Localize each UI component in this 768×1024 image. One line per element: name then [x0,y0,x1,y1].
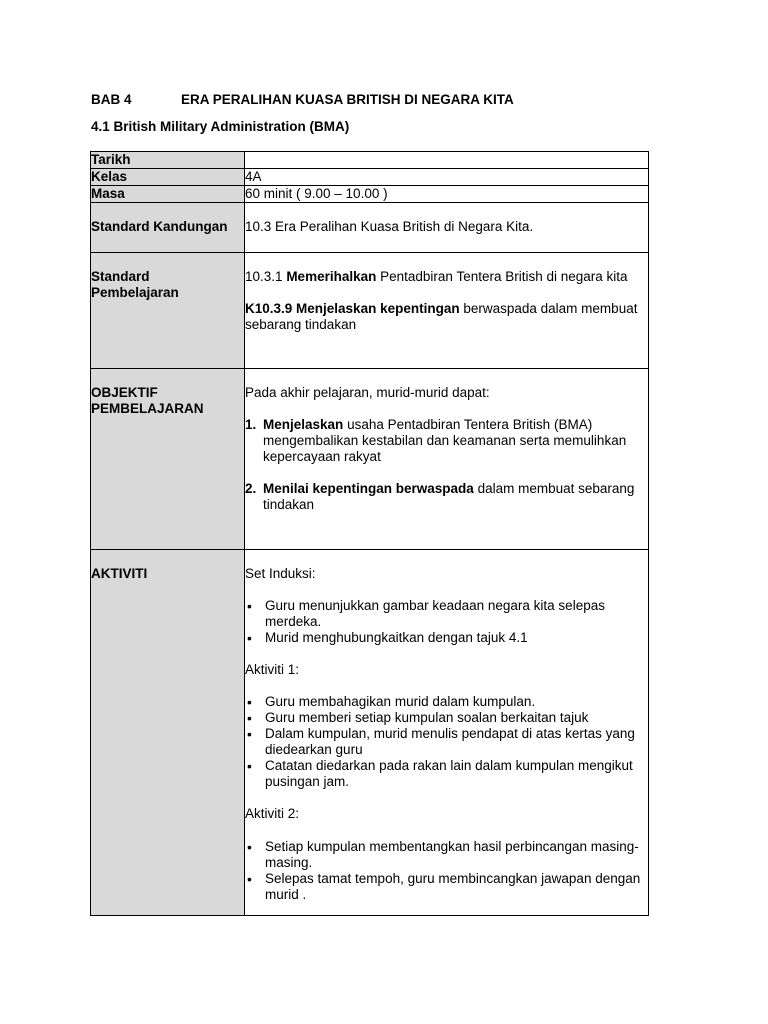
row-kelas [91,169,649,186]
row-tarikh [91,152,649,169]
standard-pembelajaran-label [91,253,245,369]
masa-value: 60 minit ( 9.00 – 10.00 ) [245,186,649,203]
objektif-list [245,417,648,513]
standard-kandungan-value: 10.3 Era Peralihan Kuasa British di Negara Kita. [245,203,649,253]
tarikh-label: Tarikh [91,152,245,169]
objektif-item-1-num: 1. [245,417,257,432]
aktiviti-2-heading: Aktiviti 2: [245,806,300,821]
section-subtitle: 4.1 British Military Administration (BMA) [91,119,350,134]
objektif-item-2 [245,481,648,513]
standard-kandungan-label: Standard Kandungan [91,203,245,253]
lesson-plan-table [90,151,649,916]
row-standard-kandungan [91,203,649,253]
objektif-label-line1: OBJEKTIF [91,385,158,400]
objektif-item-1-rest: usaha Pentadbiran Tentera British (BMA) mengembalikan kestabilan dan keamanan serta memulihkan kepercayaan rakyat [263,417,627,464]
objektif-item-1-bold: Menjelaskan [263,417,344,432]
chapter-heading [91,92,514,107]
set-induksi-item: • Guru menunjukkan gambar keadaan negara kita selepas merdeka. [245,598,648,630]
aktiviti-1-item: • Guru membahagikan murid dalam kumpulan. [245,694,648,710]
objektif-value [245,369,649,550]
aktiviti-1-item: • Guru memberi setiap kumpulan soalan berkaitan tajuk [245,710,648,726]
set-induksi-item: • Murid menghubungkaitkan dengan tajuk 4.1 [245,630,648,646]
standard-item-1-code: 10.3.1 [245,269,283,284]
objektif-label [91,369,245,550]
set-induksi-heading: Set Induksi: [245,566,316,581]
masa-label: Masa [91,186,245,203]
standard-pembelajaran-value [245,253,649,369]
standard-item-2-bold: K10.3.9 Menjelaskan kepentingan [245,301,460,316]
standard-pembelajaran-label-line1: Standard [91,269,150,284]
aktiviti-2-item: • Selepas tamat tempoh, guru membincangkan jawapan dengan murid . [245,871,648,903]
chapter-title: ERA PERALIHAN KUASA BRITISH DI NEGARA KITA [181,92,514,107]
chapter-number: BAB 4 [91,92,132,107]
aktiviti-1-heading: Aktiviti 1: [245,662,300,677]
row-masa [91,186,649,203]
standard-item-1-bold: Memerihalkan [286,269,377,284]
tarikh-value [245,152,649,169]
aktiviti-label: AKTIVITI [91,550,245,916]
objektif-item-1 [245,417,648,465]
aktiviti-1-item: • Dalam kumpulan, murid menulis pendapat di atas kertas yang diedearkan guru [245,726,648,758]
standard-item-2 [245,301,648,333]
objektif-intro: Pada akhir pelajaran, murid-murid dapat: [245,385,490,400]
aktiviti-2-item: • Setiap kumpulan membentangkan hasil perbincangan masing-masing. [245,839,648,871]
aktiviti-value [245,550,649,916]
standard-item-1 [245,269,648,285]
standard-pembelajaran-label-line2: Pembelajaran [91,285,179,300]
aktiviti-2-list [245,839,648,903]
set-induksi-list [245,598,648,646]
kelas-label: Kelas [91,169,245,186]
standard-item-1-rest: Pentadbiran Tentera British di negara kita [380,269,628,284]
objektif-item-2-num: 2. [245,481,257,496]
aktiviti-1-item: • Catatan diedarkan pada rakan lain dalam kumpulan mengikut pusingan jam. [245,758,648,790]
objektif-item-2-bold: Menilai kepentingan berwaspada [263,481,474,496]
row-aktiviti [91,550,649,916]
standard-item-2-rest: berwaspada dalam membuat sebarang tindakan [245,301,638,332]
objektif-item-2-rest: dalam membuat sebarang tindakan [263,481,635,512]
aktiviti-1-list [245,694,648,790]
objektif-label-line2: PEMBELAJARAN [91,401,204,416]
row-standard-pembelajaran [91,253,649,369]
kelas-value: 4A [245,169,649,186]
row-objektif [91,369,649,550]
